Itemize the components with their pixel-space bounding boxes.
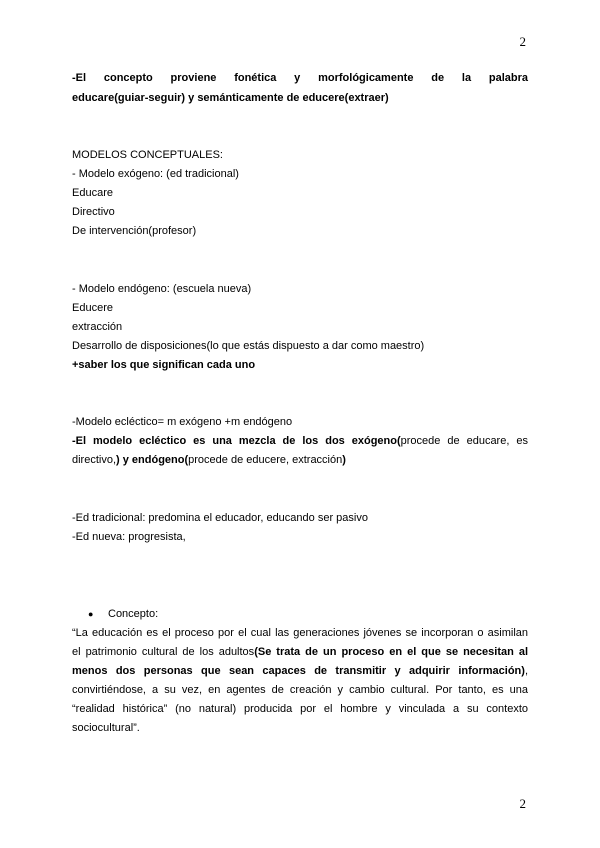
eclectico-line-1: -El modelo ecléctico es una mezcla de los dos exógeno(procede de educare, es xyxy=(72,435,528,447)
page-number-bottom: 2 xyxy=(519,796,526,811)
endogeno-title: - Modelo endógeno: (escuela nueva) xyxy=(72,283,252,295)
models-heading: MODELOS CONCEPTUALES: xyxy=(72,149,223,161)
concept-origin-line-2: educare(guiar-seguir) y semánticamente de educere(extraer) xyxy=(72,92,389,104)
exogeno-item: Educare xyxy=(72,187,113,199)
exogeno-title: - Modelo exógeno: (ed tradicional) xyxy=(72,168,239,180)
concepto-line-4: convirtiéndose, a su vez, en agentes de creación y cambio cultural. Por tanto, es una xyxy=(72,684,528,696)
eclectico-line-2: directivo,) y endógeno(procede de educere, extracción) xyxy=(72,454,346,466)
nueva-line: -Ed nueva: progresista, xyxy=(72,531,186,543)
concepto-line-5: “realidad histórica” (no natural) producida por el hombre y vinculada a su contexto xyxy=(72,703,528,715)
endogeno-item: extracción xyxy=(72,321,123,333)
concept-origin-line-1: -El concepto proviene fonética y morfológicamente de la palabra xyxy=(72,72,528,84)
concepto-line-3: menos dos personas que sean capaces de transmitir y adquirir información), xyxy=(72,665,528,677)
concepto-label: Concepto: xyxy=(108,608,159,620)
endogeno-item: Educere xyxy=(72,302,113,314)
concepto-line-6: sociocultural”. xyxy=(72,722,140,734)
exogeno-item: Directivo xyxy=(72,206,115,218)
page-number-top: 2 xyxy=(519,34,526,49)
concepto-line-2: el patrimonio cultural de los adultos(Se trata de un proceso en el que se necesitan al xyxy=(72,646,528,658)
tradicional-line: -Ed tradicional: predomina el educador, educando ser pasivo xyxy=(72,512,368,524)
bullet-dot-icon: ● xyxy=(88,609,94,619)
endogeno-item: Desarrollo de disposiciones(lo que estás dispuesto a dar como maestro) xyxy=(72,340,425,352)
exogeno-item: De intervención(profesor) xyxy=(72,225,197,237)
concepto-line-1: “La educación es el proceso por el cual las generaciones jóvenes se incorporan o asimilan xyxy=(72,627,528,639)
eclectico-formula: -Modelo ecléctico= m exógeno +m endógeno xyxy=(72,416,293,428)
endogeno-note: +saber los que significan cada uno xyxy=(72,359,256,371)
